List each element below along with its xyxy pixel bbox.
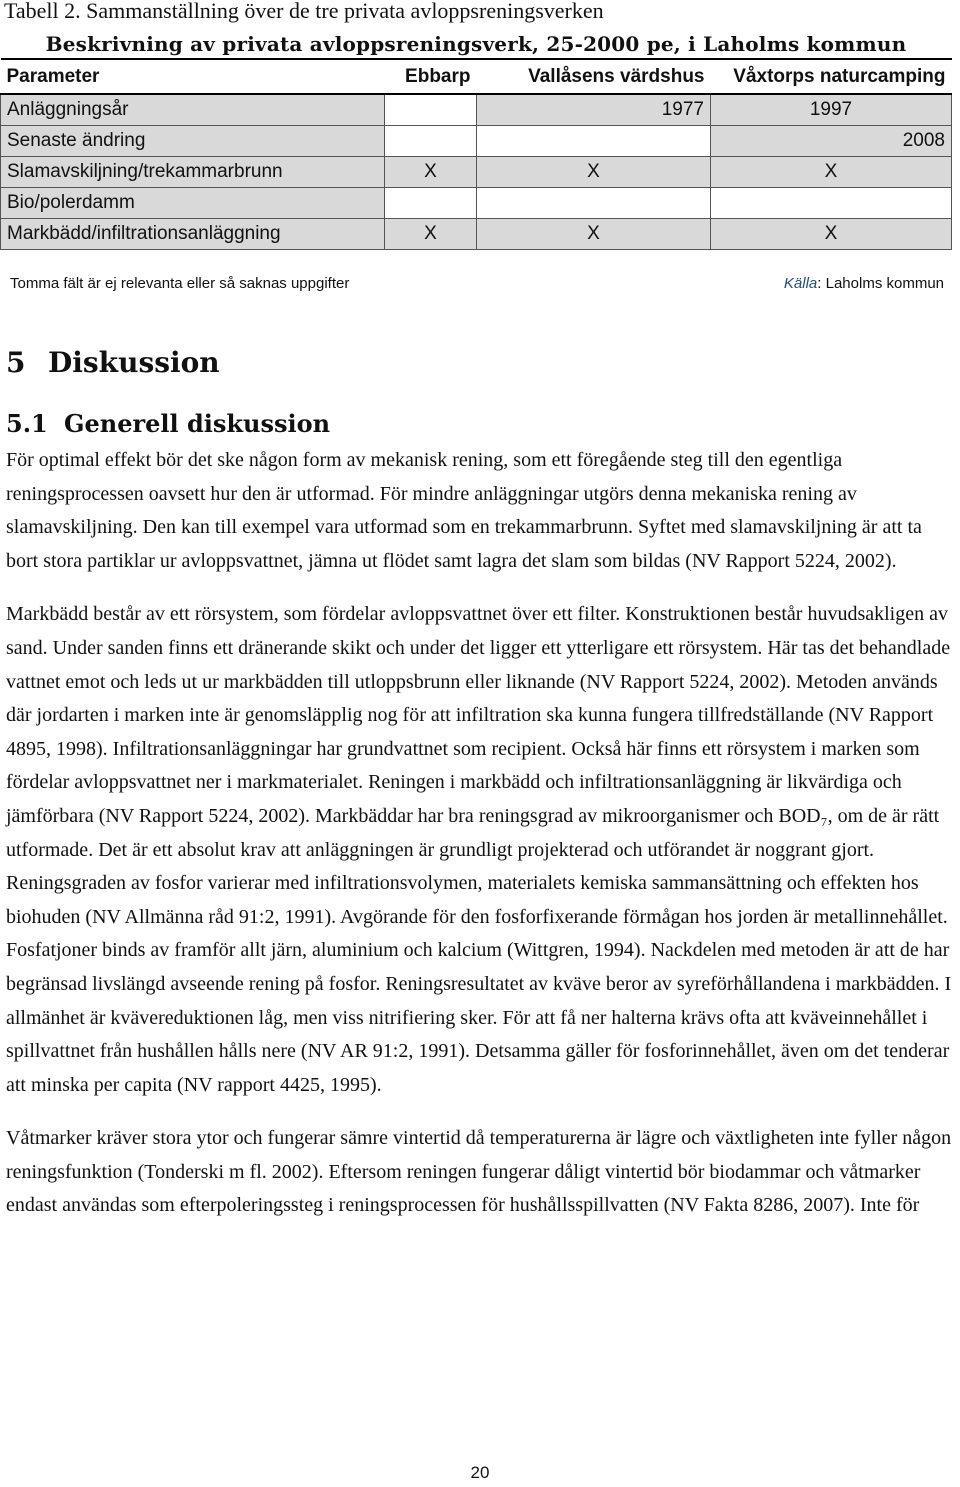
table-cell: X [477,157,711,188]
table-cell: X [711,157,952,188]
section-number: 5 [6,346,26,379]
source-value: : Laholms kommun [817,275,944,292]
table-cell [385,126,477,157]
table-cell: 1977 [477,94,711,126]
header-vallasens: Vallåsens värdshus [477,59,711,94]
body-text [6,444,958,1243]
paragraph: Våtmarker kräver stora ytor och fungerar sämre vintertid då temperaturerna är lägre och växtligheten inte fyller någon reningsfunktion (Tonderski m fl. 2002). Eftersom reningen fungerar dåligt vintertid bör biodammar och våtmarker endast användas som efterpoleringssteg i reningsprocessen för hushållsspillvatten (NV Fakta 8286, 2007). Inte för [6,1127,952,1217]
subsection-number: 5.1 [6,409,48,438]
table-note: Tomma fält är ej relevanta eller så saknas uppgifter [10,275,350,292]
header-parameter: Parameter [1,59,385,94]
table-row [1,126,952,157]
paragraph: För optimal effekt bör det ske någon form av mekanisk rening, som ett föregående steg till den egentliga reningsprocessen oavsett hur den är utformad. För mindre anläggningar utgörs denna mekaniska rening av slamavskiljning. Den kan till exempel vara utformad som en trekammarbrunn. Syftet med slamavskiljning är att ta bort stora partiklar ur avloppsvattnet, jämna ut flödet samt lagra det slam som bildas (NV Rapport 5224, 2002). [6,449,922,572]
table-caption: Tabell 2. Sammanställning över de tre privata avloppsreningsverken [4,0,604,23]
table-row [1,219,952,250]
table-header-row [1,59,952,94]
table-cell [477,126,711,157]
row-label: Anläggningsår [1,94,385,126]
row-label: Senaste ändring [1,126,385,157]
table-row [1,94,952,126]
header-ebbarp: Ebbarp [385,59,477,94]
paragraph: Markbädd består av ett rörsystem, som fördelar avloppsvattnet över ett filter. Konstruktionen består huvudsakligen av sand. Under sanden finns ett dränerande skikt och under det ligger ett ytterligare ett rörsystem. Här tas det behandlade vattnet emot och leds ut ur markbädden till utloppsbrunn eller liknande (NV Rapport 5224, 2002). Metoden används där jordarten i marken inte är genomsläpplig nog för att infiltration ska kunna fungera tillfredställande (NV Rapport 4895, 1998). Infiltrationsanläggningar har grundvattnet som recipient. Också här finns ett rörsystem i marken som fördelar avloppsvattnet ner i markmaterialet. Reningen i markbädd och infiltrationsanläggning är likvärdiga och jämförbara (NV Rapport 5224, 2002). Markbäddar har bra reningsgrad av mikroorganismer och BOD₇, om de är rätt utformade. Det är ett absolut krav att anläggningen är grundligt projekterad och utförandet är noggrant gjort. Reningsgraden av fosfor varierar med infiltrationsvolymen, materialets kemiska sammansättning och effekten hos biohuden (NV Allmänna råd 91:2, 1991). Avgörande för den fosforfixerande förmågan hos jorden är metallinnehållet. Fosfatjoner binds av framför allt järn, aluminium och kalcium (Wittgren, 1994). Nackdelen med metoden är att de har begränsad livslängd avseende rening på fosfor. Reningsresultatet av kväve beror av syreförhållandena i markbädden. I allmänhet är kvävereduktionen låg, men viss nitrifiering sker. För att få ner halterna krävs ofta att kväveinnehållet i spillvattnet från hushållen hålls nere (NV AR 91:2, 1991). Detsamma gäller för fosforinnehållet, även om det tenderar att minska per capita (NV rapport 4425, 1995). [6,603,952,1096]
section-heading [6,343,220,383]
table-row [1,157,952,188]
source-label: Källa [783,275,818,292]
table-cell: X [385,157,477,188]
table-row [1,188,952,219]
table-cell: X [477,219,711,250]
table-source [784,273,944,295]
page-number: 20 [470,1463,490,1482]
row-label: Bio/polerdamm [1,188,385,219]
row-label: Markbädd/infiltrationsanläggning [1,219,385,250]
table-title: Beskrivning av privata avloppsreningsverk, 25-2000 pe, i Laholms kommun [1,30,952,59]
table-cell: X [711,219,952,250]
table-title-row [1,30,952,59]
subsection-heading [6,406,330,442]
table-notes [10,273,944,295]
table-cell [385,188,477,219]
table-cell: 2008 [711,126,952,157]
summary-table [0,30,952,250]
section-title: Diskussion [48,346,220,379]
table-cell: X [385,219,477,250]
subsection-title: Generell diskussion [64,409,331,438]
row-label: Slamavskiljning/trekammarbrunn [1,157,385,188]
table-cell [477,188,711,219]
table-cell [385,94,477,126]
table-cell [711,188,952,219]
header-vaxtorps: Våxtorps naturcamping [711,59,952,94]
table-cell: 1997 [711,94,952,126]
